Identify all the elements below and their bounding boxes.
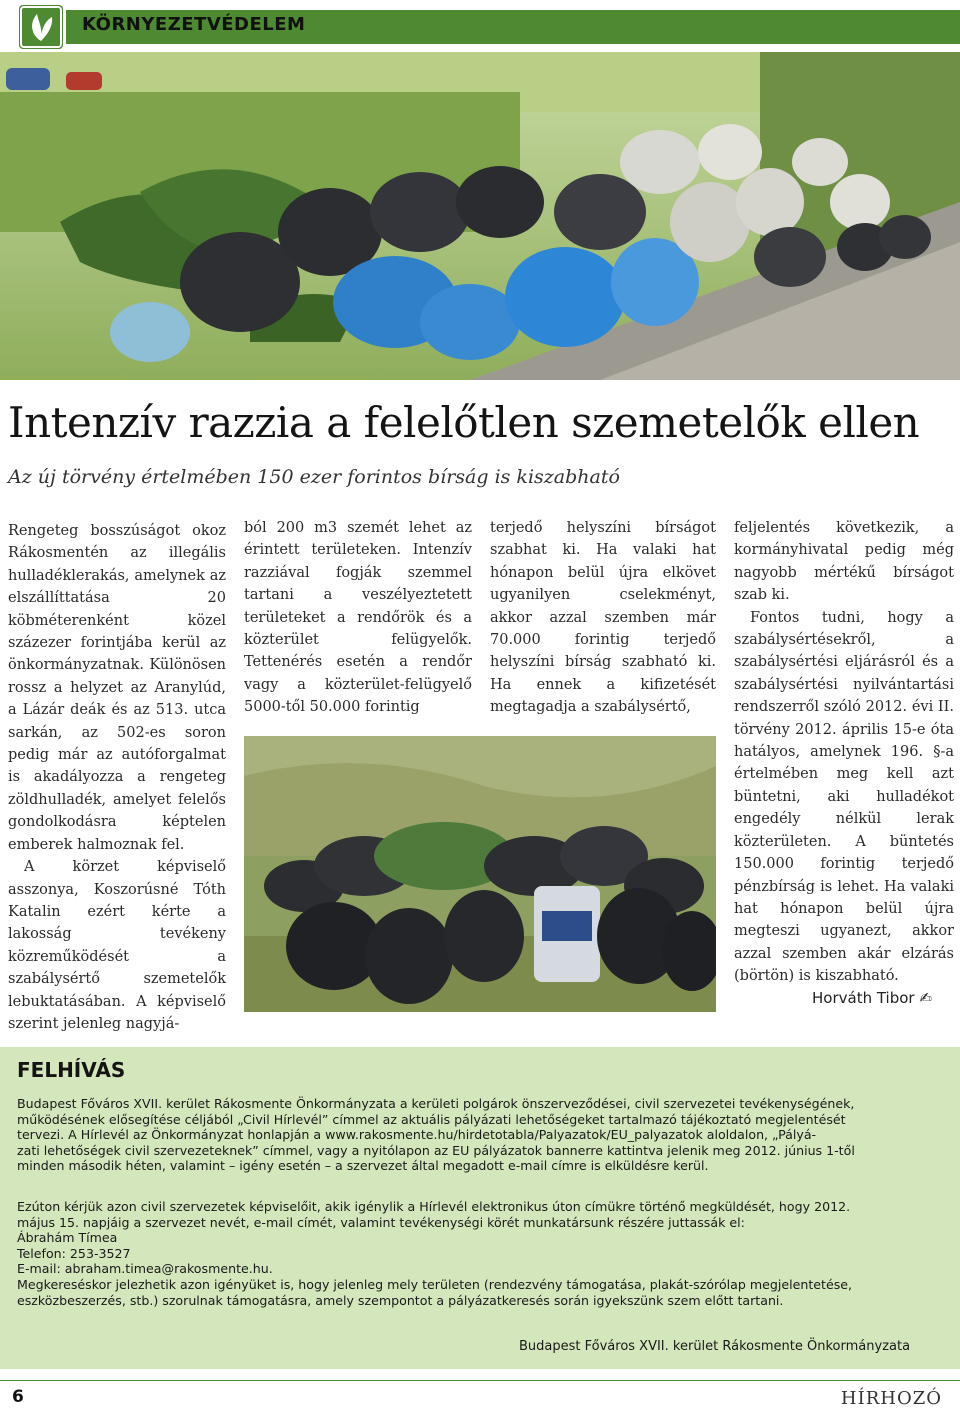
notice-signoff: Budapest Főváros XVII. kerület Rákosmente Önkormányzata <box>519 1339 911 1354</box>
section-title: KÖRNYEZETVÉDELEM <box>82 14 306 35</box>
contact-phone: Telefon: 253-3527 <box>17 1245 131 1261</box>
contact-name: Ábrahám Tímea <box>17 1230 118 1246</box>
hero-photo <box>0 52 960 380</box>
paragraph: Rengeteg bosszúságot okoz Rákosmentén az illegális hulladéklerakás, amelynek az elszállíttatása 20 köbméterenként közel százezer forintjába kerül az önkormányzatnak. Különösen rossz a helyzet az Aranylúd, a Lázár deák és az 513. utca sarkán, az 502-es soron pedig már az autóforgalmat is akadályozza a rengeteg zöldhulladék, amelyet felelős gondolkodásra képtelen emberek halmoznak fel. <box>8 523 226 853</box>
notice-paragraph-1 <box>17 1096 943 1174</box>
magazine-name: HÍRHOZÓ <box>840 1388 942 1409</box>
text-line: minden második héten, valamint – igény esetén – a szervezet által megadott e-mail címre is elküldésre kerül. <box>17 1158 709 1174</box>
text-line: zati lehetőségek civil szervezeteknek” címmel, vagy a nyitólapon az EU pályázatok bannerre kattintva jelenik meg 2012. június 1-től <box>17 1142 855 1158</box>
paragraph: ból 200 m3 szemét lehet az érintett területeken. Intenzív razziával fogják szemmel tartani a veszélyeztetett területeket a rendőrök és a közterület felügyelők. Tettenérés esetén a rendőr vagy a közterület-felügyelő 5000-től 50.000 forintig <box>244 520 472 716</box>
text-line: Megkereséskor jelezhetik azon igényüket is, hogy jelenleg mely területen (rendezvény támogatása, plakát-szórólap megjelentetése, <box>17 1276 853 1292</box>
article-column-2 <box>244 517 472 719</box>
footer-rule <box>0 1380 960 1381</box>
article-column-3 <box>490 517 716 719</box>
paragraph: feljelentés következik, a kormányhivatal pedig még nagyobb mértékű bírságot szab ki. <box>734 520 954 604</box>
text-line: eszközbeszerzés, stb.) szorulnak támogatásra, amely szempontot a pályázatkeresés során igyekszünk szem előtt tartani. <box>17 1292 784 1308</box>
paragraph: terjedő helyszíni bírságot szabhat ki. Ha valaki hat hónapon belül újra elkövet ugyanilyen cselekményt, akkor azzal szemben már 70.000 forintig terjedő helyszíni bírság szabható ki. Ha ennek a kifizetését megtagadja a szabálysértő, <box>490 520 716 716</box>
article-column-1 <box>8 520 226 1035</box>
section-header <box>0 0 960 52</box>
text-line: tervezi. A Hírlevél az Önkormányzat honlapján a www.rakosmente.hu/hirdetotabla/Palyazatok/EU_palyazatok aloldalon, „Pályá- <box>17 1127 817 1143</box>
article-subhead: Az új törvény értelmében 150 ezer forintos bírság is kiszabható <box>8 466 620 488</box>
paragraph: A körzet képviselő asszonya, Koszorúsné Tóth Katalin ezért kérte a lakosság tevékeny közreműködését a szabálysértő szemetelők lebuktatásában. A képviselő szerint jelenleg nagyjá- <box>8 859 226 1032</box>
inline-photo <box>244 736 716 1012</box>
article-column-4 <box>734 517 954 988</box>
paragraph: Fontos tudni, hogy a szabálysértésekről, a szabálysértési eljárásról és a szabálysértési nyilvántartási rendszerről szóló 2012. évi II. törvény 2012. április 15-e óta hatályos, amelynek 196. §-a értelmében meg kell azt büntetni, aki hulladékot engedély nélkül lerak közterületen. A büntetés 150.000 forintig terjedő pénzbírság is lehet. Ha valaki hat hónapon belül újra megteszi ugyanezt, akkor azzal szemben akár elzárás (börtön) is kiszabható. <box>734 609 954 985</box>
article-headline: Intenzív razzia a felelőtlen szemetelők ellen <box>8 398 920 447</box>
notice-title: FELHÍVÁS <box>17 1058 126 1082</box>
text-line: működésének elősegítése céljából „Civil Hírlevél” címmel az aktuális pályázati lehetőségeket tartalmazó tájékoztató megjelentését <box>17 1111 846 1127</box>
notice-paragraph-2 <box>17 1199 943 1308</box>
contact-email: E-mail: abraham.timea@rakosmente.hu. <box>17 1261 273 1277</box>
text-line: Ezúton kérjük azon civil szervezetek képviselőit, akik igénylik a Hírlevél elektronikus úton címükre történő megküldését, hogy 2012. <box>17 1199 851 1214</box>
page-number: 6 <box>12 1387 24 1407</box>
text-line: Budapest Főváros XVII. kerület Rákosmente Önkormányzata a kerületi polgárok önszerveződései, civil szervezetei tevékenységének, <box>17 1096 855 1111</box>
text-line: május 15. napjáig a szervezet nevét, e-mail címét, valamint tevékenységi körét munkatársunk részére juttassák el: <box>17 1214 745 1230</box>
leaf-icon <box>19 5 63 49</box>
author-signature: Horváth Tibor ✍ <box>812 989 932 1007</box>
